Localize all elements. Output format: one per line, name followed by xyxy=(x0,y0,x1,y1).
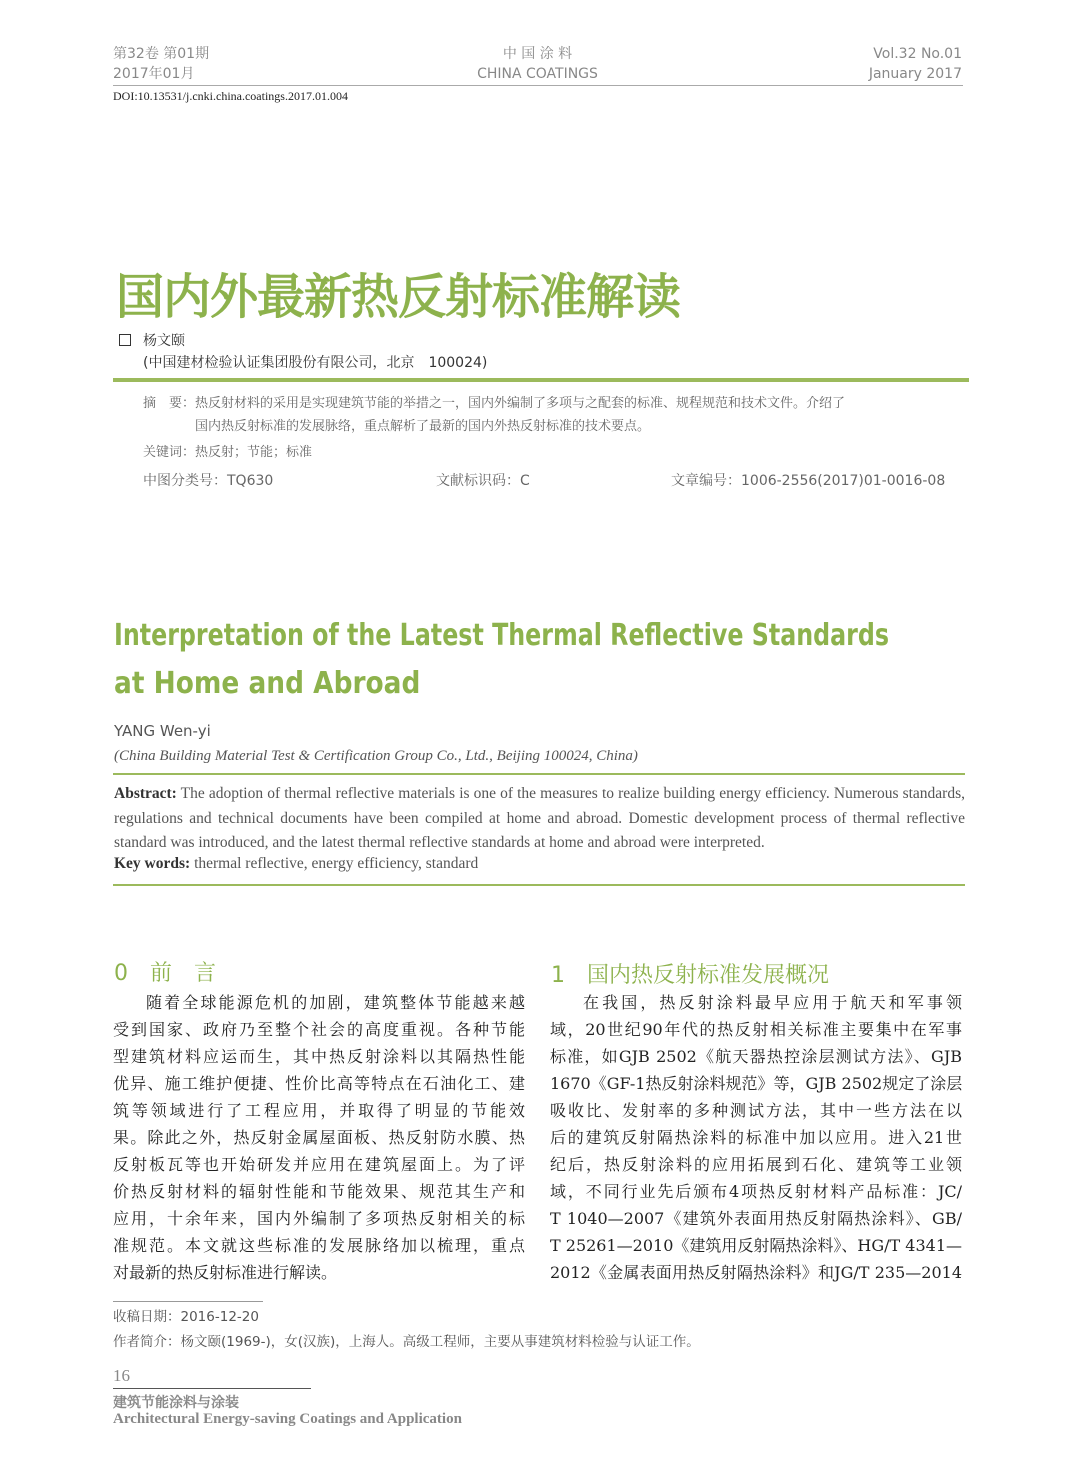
affiliation-en: (China Building Material Test & Certification Group Co., Ltd., Beijing 100024, China) xyxy=(114,748,638,764)
footnote-rule xyxy=(113,1301,263,1302)
doi: DOI:10.13531/j.cnki.china.coatings.2017.01.004 xyxy=(113,89,348,103)
author-bio: 作者简介：杨文颐(1969-)，女(汉族)，上海人。高级工程师，主要从事建筑材料检验与认证工作。 xyxy=(113,1334,700,1350)
title-cn: 国内外最新热反射标准解读 xyxy=(116,269,681,325)
body-line: 准规范。本文就这些标准的发展脉络加以梳理，重点 xyxy=(113,1236,525,1255)
section-1-heading: 1 国内热反射标准发展概况 xyxy=(551,963,830,988)
body-line: 1670《GF-1热反射涂料规范》等，GJB 2502规定了涂层 xyxy=(550,1074,962,1093)
body-line: 后的建筑反射隔热涂料的标准中加以应用。进入21世 xyxy=(550,1128,962,1147)
author-cn: 杨文颐 xyxy=(143,333,185,349)
body-line: 纪后，热反射涂料的应用拓展到石化、建筑等工业领 xyxy=(550,1155,962,1174)
received-date: 收稿日期：2016-12-20 xyxy=(113,1309,259,1325)
body-line: 筑等领域进行了工程应用，并取得了明显的节能效 xyxy=(113,1101,525,1120)
body-line: 随着全球能源危机的加剧，建筑整体节能越来越 xyxy=(146,993,525,1012)
body-line: 对最新的热反射标准进行解读。 xyxy=(113,1263,338,1282)
clc-number: 中图分类号：TQ630 xyxy=(143,473,274,489)
page-number: 16 xyxy=(113,1366,130,1385)
body-line: 标准，如GJB 2502《航天器热控涂层测试方法》、GJB xyxy=(550,1047,962,1066)
body-line: 价热反射材料的辐射性能和节能效果、规范其生产和 xyxy=(113,1182,525,1201)
body-line: 应用，十余年来，国内外编制了多项热反射相关的标 xyxy=(113,1209,525,1228)
footer-rule xyxy=(113,1388,311,1389)
footer-journal-cn: 建筑节能涂料与涂装 xyxy=(113,1395,239,1411)
body-line: 在我国，热反射涂料最早应用于航天和军事领 xyxy=(583,993,962,1012)
volume-en: Vol.32 No.01 xyxy=(873,46,962,62)
date-en: January 2017 xyxy=(868,66,962,82)
journal-en: CHINA COATINGS xyxy=(477,66,598,82)
date-cn: 2017年01月 xyxy=(113,66,195,82)
body-line: 果。除此之外，热反射金属屋面板、热反射防水膜、热 xyxy=(113,1128,525,1147)
body-line: 反射板瓦等也开始研发并应用在建筑屋面上。为了评 xyxy=(113,1155,525,1174)
section-0-body xyxy=(113,989,525,1286)
body-line: 域，20世纪90年代的热反射相关标准主要集中在军事 xyxy=(550,1020,962,1039)
author-en: YANG Wen-yi xyxy=(114,722,211,740)
abstract-cn-cont: 国内热反射标准的发展脉络，重点解析了最新的国内外热反射标准的技术要点。 xyxy=(195,419,651,434)
document-code: 文献标识码：C xyxy=(436,473,530,489)
keywords-cn: 关键词：热反射；节能；标准 xyxy=(143,445,313,460)
section-rule xyxy=(113,378,969,382)
body-line: 优异、施工维护便捷、性价比高等特点在石油化工、建 xyxy=(113,1074,525,1093)
body-line: 2012《金属表面用热反射隔热涂料》和JG/T 235—2014 xyxy=(550,1263,962,1282)
title-en-line2: at Home and Abroad xyxy=(114,666,421,701)
abstract-en: Abstract: The adoption of thermal reflective materials is one of the measures to realize building energy efficiency. Numerous standards, regulations and technical documents have been compiled at home and abroad. Domestic development process of thermal reflective standard was introduced, and the latest thermal reflective standards at home and abroad were interpreted. xyxy=(114,785,965,851)
abstract-rule-top xyxy=(113,773,965,775)
header-rule xyxy=(113,85,963,86)
body-line: 吸收比、发射率的多种测试方法，其中一些方法在以 xyxy=(550,1101,962,1120)
abstract-rule-bottom xyxy=(113,884,965,886)
footer-journal-en: Architectural Energy-saving Coatings and Application xyxy=(113,1411,462,1427)
body-line: 域，不同行业先后颁布4项热反射材料产品标准：JC/ xyxy=(550,1182,962,1201)
keywords-en: Key words: thermal reflective, energy efficiency, standard xyxy=(114,855,479,872)
square-bullet-icon xyxy=(119,334,131,346)
body-line: T 1040—2007《建筑外表面用热反射隔热涂料》、GB/ xyxy=(550,1209,962,1228)
volume-cn: 第32卷 第01期 xyxy=(113,46,210,62)
article-number: 文章编号：1006-2556(2017)01-0016-08 xyxy=(671,473,946,489)
affiliation-cn: (中国建材检验认证集团股份有限公司，北京 100024) xyxy=(143,355,488,371)
title-en-line1: Interpretation of the Latest Thermal Reflective Standards xyxy=(114,618,890,653)
section-0-heading: 0 前 言 xyxy=(114,961,217,986)
body-line: 受到国家、政府乃至整个社会的高度重视。各种节能 xyxy=(113,1020,525,1039)
body-line: 型建筑材料应运而生，其中热反射涂料以其隔热性能 xyxy=(113,1047,525,1066)
body-line: T 25261—2010《建筑用反射隔热涂料》、HG/T 4341— xyxy=(550,1236,962,1255)
abstract-cn: 摘 要：热反射材料的采用是实现建筑节能的举措之一，国内外编制了多项与之配套的标准、规程规范和技术文件。介绍了 xyxy=(143,396,846,411)
section-1-body xyxy=(550,989,962,1286)
journal-cn: 中 国 涂 料 xyxy=(502,46,573,62)
